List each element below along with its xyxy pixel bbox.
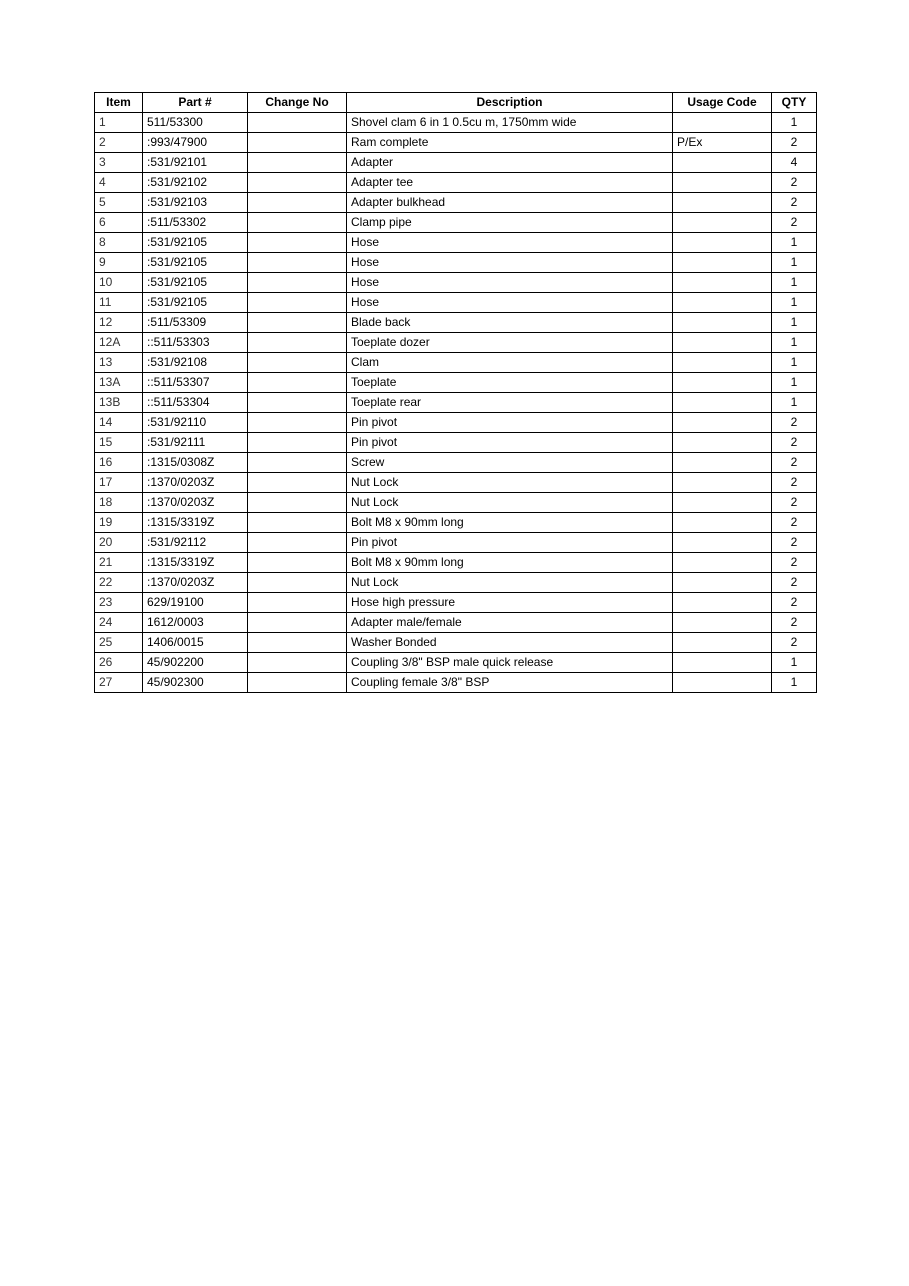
description-cell: Nut Lock: [347, 573, 673, 593]
usage-code-cell: [673, 353, 772, 373]
item-cell: 6: [95, 213, 143, 233]
description-cell: Adapter male/female: [347, 613, 673, 633]
usage-code-cell: [673, 653, 772, 673]
part-number-cell: 511/53300: [143, 113, 248, 133]
qty-cell: 1: [772, 333, 817, 353]
table-row: [95, 553, 817, 573]
part-number-cell: 1612/0003: [143, 613, 248, 633]
description-cell: Screw: [347, 453, 673, 473]
part-number-cell: :531/92105: [143, 233, 248, 253]
change-no-cell: [248, 393, 347, 413]
item-cell: 1: [95, 113, 143, 133]
usage-code-cell: [673, 453, 772, 473]
part-number-cell: :1315/3319Z: [143, 513, 248, 533]
item-cell: 25: [95, 633, 143, 653]
change-no-cell: [248, 173, 347, 193]
qty-cell: 2: [772, 593, 817, 613]
qty-cell: 2: [772, 413, 817, 433]
qty-cell: 2: [772, 513, 817, 533]
part-number-cell: ::511/53304: [143, 393, 248, 413]
qty-cell: 1: [772, 293, 817, 313]
table-row: [95, 333, 817, 353]
qty-cell: 1: [772, 673, 817, 693]
item-cell: 26: [95, 653, 143, 673]
usage-code-cell: [673, 613, 772, 633]
item-cell: 12: [95, 313, 143, 333]
table-row: [95, 433, 817, 453]
usage-code-cell: [673, 233, 772, 253]
item-cell: 8: [95, 233, 143, 253]
change-no-cell: [248, 153, 347, 173]
description-cell: Adapter: [347, 153, 673, 173]
change-no-cell: [248, 633, 347, 653]
change-no-cell: [248, 593, 347, 613]
part-number-cell: 45/902200: [143, 653, 248, 673]
part-number-cell: :531/92105: [143, 293, 248, 313]
part-number-cell: :531/92112: [143, 533, 248, 553]
change-no-cell: [248, 193, 347, 213]
part-number-cell: :531/92103: [143, 193, 248, 213]
description-cell: Blade back: [347, 313, 673, 333]
change-no-cell: [248, 253, 347, 273]
usage-code-cell: [673, 273, 772, 293]
change-no-cell: [248, 233, 347, 253]
description-cell: Hose: [347, 273, 673, 293]
qty-cell: 2: [772, 453, 817, 473]
change-no-cell: [248, 133, 347, 153]
usage-code-cell: [673, 173, 772, 193]
change-no-cell: [248, 333, 347, 353]
item-cell: 13: [95, 353, 143, 373]
table-row: [95, 593, 817, 613]
item-cell: 18: [95, 493, 143, 513]
table-row: [95, 613, 817, 633]
table-row: [95, 413, 817, 433]
change-no-cell: [248, 533, 347, 553]
qty-cell: 1: [772, 313, 817, 333]
qty-cell: 1: [772, 233, 817, 253]
part-number-cell: :1315/3319Z: [143, 553, 248, 573]
qty-cell: 1: [772, 113, 817, 133]
change-no-cell: [248, 433, 347, 453]
qty-cell: 2: [772, 613, 817, 633]
item-cell: 21: [95, 553, 143, 573]
table-row: [95, 293, 817, 313]
description-cell: Washer Bonded: [347, 633, 673, 653]
description-cell: Hose: [347, 233, 673, 253]
table-row: [95, 373, 817, 393]
description-cell: Adapter bulkhead: [347, 193, 673, 213]
usage-code-cell: [673, 373, 772, 393]
table-row: [95, 113, 817, 133]
usage-code-cell: [673, 193, 772, 213]
header-change-no: Change No: [248, 93, 347, 113]
item-cell: 23: [95, 593, 143, 613]
part-number-cell: :531/92110: [143, 413, 248, 433]
table-row: [95, 513, 817, 533]
part-number-cell: ::511/53303: [143, 333, 248, 353]
item-cell: 5: [95, 193, 143, 213]
change-no-cell: [248, 613, 347, 633]
part-number-cell: :531/92105: [143, 253, 248, 273]
item-cell: 17: [95, 473, 143, 493]
description-cell: Hose: [347, 293, 673, 313]
item-cell: 9: [95, 253, 143, 273]
usage-code-cell: [673, 473, 772, 493]
qty-cell: 2: [772, 193, 817, 213]
description-cell: Coupling 3/8" BSP male quick release: [347, 653, 673, 673]
item-cell: 4: [95, 173, 143, 193]
description-cell: Bolt M8 x 90mm long: [347, 513, 673, 533]
parts-list-table: [94, 92, 817, 693]
usage-code-cell: [673, 513, 772, 533]
part-number-cell: ::511/53307: [143, 373, 248, 393]
qty-cell: 1: [772, 373, 817, 393]
item-cell: 16: [95, 453, 143, 473]
part-number-cell: :993/47900: [143, 133, 248, 153]
qty-cell: 1: [772, 353, 817, 373]
item-cell: 10: [95, 273, 143, 293]
usage-code-cell: [673, 633, 772, 653]
table-row: [95, 273, 817, 293]
usage-code-cell: [673, 553, 772, 573]
item-cell: 2: [95, 133, 143, 153]
change-no-cell: [248, 413, 347, 433]
usage-code-cell: [673, 573, 772, 593]
usage-code-cell: [673, 493, 772, 513]
qty-cell: 2: [772, 173, 817, 193]
item-cell: 13B: [95, 393, 143, 413]
item-cell: 19: [95, 513, 143, 533]
table-row: [95, 453, 817, 473]
table-row: [95, 253, 817, 273]
usage-code-cell: [673, 673, 772, 693]
part-number-cell: :1370/0203Z: [143, 573, 248, 593]
item-cell: 11: [95, 293, 143, 313]
part-number-cell: 1406/0015: [143, 633, 248, 653]
header-row: [95, 93, 817, 113]
usage-code-cell: [673, 113, 772, 133]
qty-cell: 2: [772, 133, 817, 153]
qty-cell: 2: [772, 213, 817, 233]
description-cell: Toeplate dozer: [347, 333, 673, 353]
description-cell: Pin pivot: [347, 433, 673, 453]
usage-code-cell: [673, 533, 772, 553]
header-qty: QTY: [772, 93, 817, 113]
change-no-cell: [248, 273, 347, 293]
table-row: [95, 173, 817, 193]
part-number-cell: 45/902300: [143, 673, 248, 693]
part-number-cell: :531/92108: [143, 353, 248, 373]
table-row: [95, 153, 817, 173]
item-cell: 14: [95, 413, 143, 433]
description-cell: Toeplate rear: [347, 393, 673, 413]
description-cell: Toeplate: [347, 373, 673, 393]
qty-cell: 2: [772, 633, 817, 653]
table-row: [95, 193, 817, 213]
usage-code-cell: [673, 313, 772, 333]
qty-cell: 2: [772, 433, 817, 453]
change-no-cell: [248, 313, 347, 333]
qty-cell: 1: [772, 653, 817, 673]
change-no-cell: [248, 113, 347, 133]
part-number-cell: :511/53309: [143, 313, 248, 333]
description-cell: Nut Lock: [347, 493, 673, 513]
usage-code-cell: [673, 293, 772, 313]
table-row: [95, 493, 817, 513]
qty-cell: 1: [772, 253, 817, 273]
change-no-cell: [248, 353, 347, 373]
part-number-cell: 629/19100: [143, 593, 248, 613]
usage-code-cell: [673, 253, 772, 273]
description-cell: Nut Lock: [347, 473, 673, 493]
change-no-cell: [248, 673, 347, 693]
usage-code-cell: [673, 393, 772, 413]
usage-code-cell: [673, 333, 772, 353]
qty-cell: 2: [772, 533, 817, 553]
change-no-cell: [248, 553, 347, 573]
table-row: [95, 233, 817, 253]
usage-code-cell: [673, 413, 772, 433]
qty-cell: 2: [772, 493, 817, 513]
item-cell: 20: [95, 533, 143, 553]
item-cell: 24: [95, 613, 143, 633]
usage-code-cell: P/Ex: [673, 133, 772, 153]
part-number-cell: :531/92105: [143, 273, 248, 293]
table-row: [95, 653, 817, 673]
item-cell: 27: [95, 673, 143, 693]
change-no-cell: [248, 653, 347, 673]
part-number-cell: :531/92111: [143, 433, 248, 453]
table-row: [95, 133, 817, 153]
description-cell: Clamp pipe: [347, 213, 673, 233]
part-number-cell: :1370/0203Z: [143, 473, 248, 493]
change-no-cell: [248, 453, 347, 473]
usage-code-cell: [673, 213, 772, 233]
change-no-cell: [248, 573, 347, 593]
description-cell: Coupling female 3/8" BSP: [347, 673, 673, 693]
header-usage-code: Usage Code: [673, 93, 772, 113]
change-no-cell: [248, 473, 347, 493]
description-cell: Pin pivot: [347, 533, 673, 553]
table-row: [95, 393, 817, 413]
table-row: [95, 573, 817, 593]
part-number-cell: :1370/0203Z: [143, 493, 248, 513]
change-no-cell: [248, 373, 347, 393]
description-cell: Hose: [347, 253, 673, 273]
table-row: [95, 633, 817, 653]
item-cell: 12A: [95, 333, 143, 353]
description-cell: Shovel clam 6 in 1 0.5cu m, 1750mm wide: [347, 113, 673, 133]
description-cell: Bolt M8 x 90mm long: [347, 553, 673, 573]
item-cell: 13A: [95, 373, 143, 393]
usage-code-cell: [673, 153, 772, 173]
description-cell: Adapter tee: [347, 173, 673, 193]
qty-cell: 2: [772, 473, 817, 493]
item-cell: 22: [95, 573, 143, 593]
item-cell: 3: [95, 153, 143, 173]
qty-cell: 1: [772, 273, 817, 293]
header-item: Item: [95, 93, 143, 113]
change-no-cell: [248, 293, 347, 313]
part-number-cell: :1315/0308Z: [143, 453, 248, 473]
description-cell: Ram complete: [347, 133, 673, 153]
usage-code-cell: [673, 433, 772, 453]
description-cell: Pin pivot: [347, 413, 673, 433]
header-part: Part #: [143, 93, 248, 113]
header-description: Description: [347, 93, 673, 113]
description-cell: Hose high pressure: [347, 593, 673, 613]
qty-cell: 1: [772, 393, 817, 413]
change-no-cell: [248, 513, 347, 533]
qty-cell: 2: [772, 553, 817, 573]
table-row: [95, 313, 817, 333]
table-row: [95, 473, 817, 493]
table-row: [95, 673, 817, 693]
table-row: [95, 353, 817, 373]
item-cell: 15: [95, 433, 143, 453]
part-number-cell: :511/53302: [143, 213, 248, 233]
description-cell: Clam: [347, 353, 673, 373]
part-number-cell: :531/92102: [143, 173, 248, 193]
change-no-cell: [248, 493, 347, 513]
change-no-cell: [248, 213, 347, 233]
usage-code-cell: [673, 593, 772, 613]
qty-cell: 2: [772, 573, 817, 593]
table-row: [95, 213, 817, 233]
part-number-cell: :531/92101: [143, 153, 248, 173]
qty-cell: 4: [772, 153, 817, 173]
table-row: [95, 533, 817, 553]
